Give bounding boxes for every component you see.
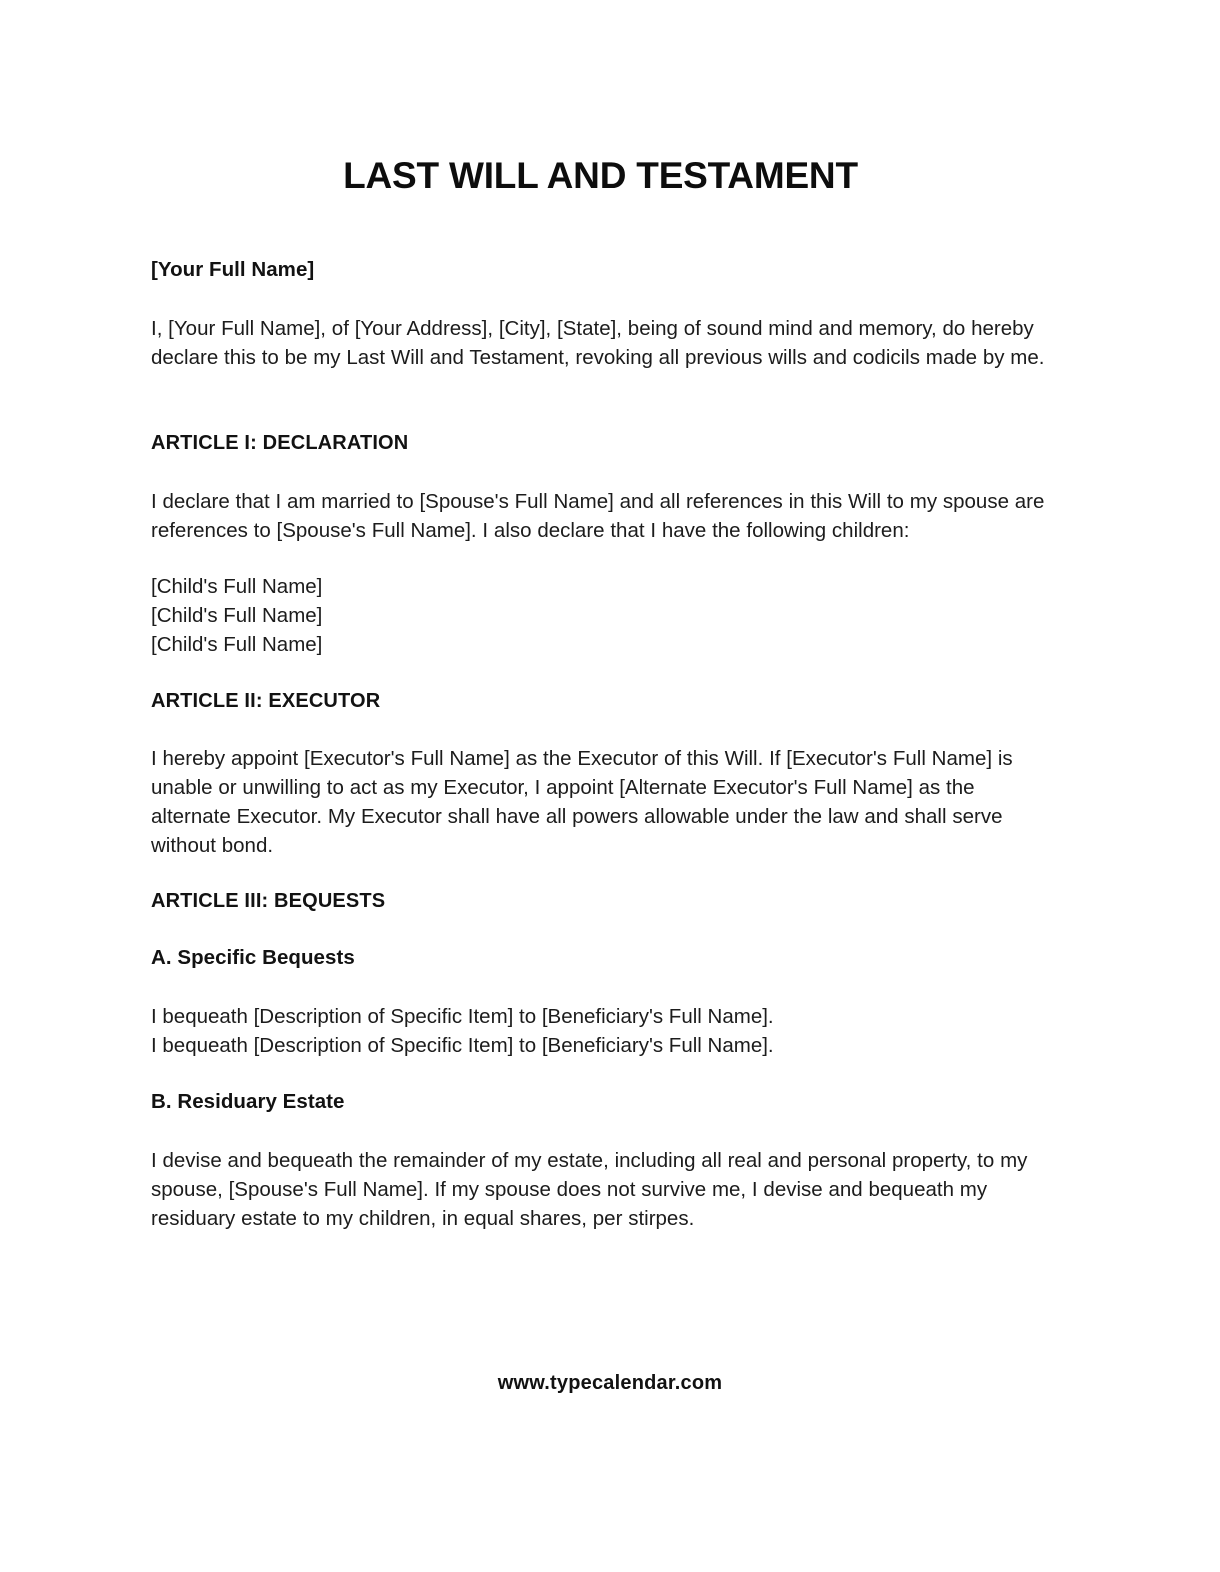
footer-website-url: www.typecalendar.com — [497, 1372, 723, 1394]
article-i-heading-label: ARTICLE I: DECLARATION — [151, 432, 409, 454]
specific-bequests-list — [151, 1002, 1050, 1060]
residuary-estate-paragraph-text: I devise and bequeath the remainder of my estate, including all real and personal property, to my spouse, [Spouse's Full Name]. If my spouse does not survive me, I devise and bequeath my residuary estate to my children, in equal shares, per stirpes. — [151, 1149, 1028, 1230]
article-iii-heading-label: ARTICLE III: BEQUESTS — [151, 890, 386, 912]
article-i-paragraph — [151, 487, 1050, 545]
children-list — [151, 572, 1050, 659]
section-b-subheading-label: B. Residuary Estate — [151, 1090, 345, 1113]
section-a-subheading — [151, 944, 1050, 972]
testator-name-label: [Your Full Name] — [151, 258, 315, 281]
residuary-estate-paragraph — [151, 1146, 1050, 1233]
article-ii-paragraph-text: I hereby appoint [Executor's Full Name] as the Executor of this Will. If [Executor's Full Name] is unable or unwilling to act as my Executor, I appoint [Alternate Executor's Full Name] as the alternate Executor. My Executor shall have all powers allowable under the law and shall serve without bond. — [151, 747, 1013, 857]
intro-paragraph-text: I, [Your Full Name], of [Your Address], [City], [State], being of sound mind and memory, do hereby declare this to be my Last Will and Testament, revoking all previous wills and codicils made by me. — [151, 317, 1045, 369]
article-ii-heading-label: ARTICLE II: EXECUTOR — [151, 690, 381, 712]
article-iii-heading — [151, 887, 1050, 915]
article-i-paragraph-text: I declare that I am married to [Spouse's Full Name] and all references in this Will to my spouse are references to [Spouse's Full Name]. I also declare that I have the following children: — [151, 490, 1045, 542]
section-b-subheading — [151, 1088, 1050, 1116]
section-a-subheading-label: A. Specific Bequests — [151, 946, 355, 969]
page-title: LAST WILL AND TESTAMENT — [343, 155, 858, 196]
list-item: [Child's Full Name] — [151, 575, 323, 598]
list-item: I bequeath [Description of Specific Item] to [Beneficiary's Full Name]. — [151, 1034, 774, 1057]
testator-name-heading — [151, 256, 1050, 284]
list-item: [Child's Full Name] — [151, 633, 323, 656]
article-i-heading — [151, 429, 1050, 457]
article-ii-paragraph — [151, 744, 1050, 860]
list-item: I bequeath [Description of Specific Item] to [Beneficiary's Full Name]. — [151, 1005, 774, 1028]
intro-paragraph — [151, 314, 1050, 372]
article-ii-heading — [151, 687, 1050, 715]
list-item: [Child's Full Name] — [151, 604, 323, 627]
